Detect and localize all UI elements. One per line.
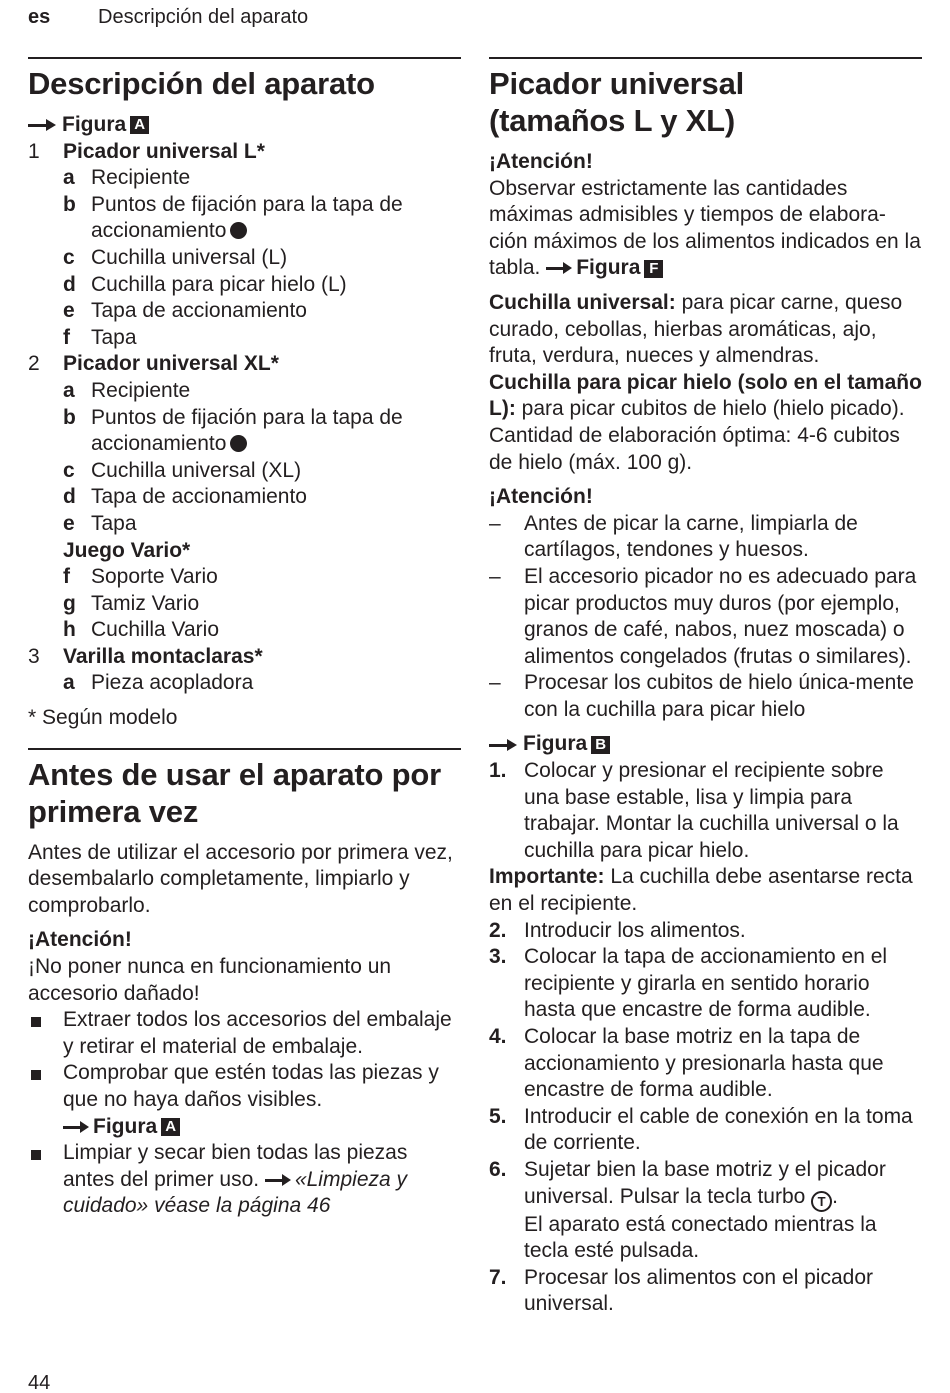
part-item <box>28 139 461 166</box>
step-number: 2. <box>489 918 507 942</box>
sub-text <box>91 405 461 458</box>
warning-title: ¡Atención! <box>489 485 593 509</box>
sub-letter: a <box>63 378 75 402</box>
part-item <box>28 351 461 378</box>
cross-reference-link[interactable]: «Limpieza y cuidado» véase la página 46 <box>63 1167 408 1218</box>
step-item <box>489 1024 922 1104</box>
turbo-button-icon: T <box>811 1191 832 1212</box>
sub-item <box>28 245 461 272</box>
figure-box: F <box>644 260 663 278</box>
intro-paragraph: Antes de utilizar el accesorio por primera vez, desembalarlo completamente, limpiarlo y comprobarlo. <box>28 840 453 917</box>
sub-text: Tamiz Vario <box>91 591 200 615</box>
warning-title: ¡Atención! <box>489 150 593 173</box>
sub-text: Tapa <box>91 511 137 535</box>
sub-letter: h <box>63 618 76 642</box>
sub-item <box>28 670 461 697</box>
section-rule <box>28 748 461 750</box>
figure-reference <box>546 256 663 279</box>
blade-text: para picar carne, queso curado, cebollas, hierbas aromáticas, ajo, fruta, verdura, nueces y almendras. <box>489 290 903 368</box>
bullet-text-content: Limpiar y secar bien todas las piezas antes del primer uso. <box>63 1141 408 1191</box>
step-number: 5. <box>489 1104 507 1128</box>
part-item <box>28 644 461 671</box>
step-extra-text: El aparato está conectado mientras la tecla esté pulsada. <box>524 1212 877 1263</box>
sub-text <box>91 192 461 245</box>
bullet-item <box>28 1060 461 1140</box>
sub-item <box>28 298 461 325</box>
square-bullet-icon <box>28 1060 63 1140</box>
blade-text: para picar cubitos de hielo (hielo picado). Cantidad de elaboración óptima: 4-6 cubitos de hielo (máx. 100 g). <box>489 397 905 474</box>
step-text: Sujetar bien la base motriz y el picador universal. Pulsar la tecla turbo T . El aparato está conectado mientras la tecla esté pulsada. <box>524 1157 886 1263</box>
sub-item <box>28 325 461 352</box>
running-title: Descripción del aparato <box>98 6 309 28</box>
part-number: 3 <box>28 644 40 668</box>
figure-box: A <box>130 116 149 134</box>
dash-item <box>489 511 922 564</box>
section-title-chopper <box>489 65 922 139</box>
figure-box: B <box>591 736 610 754</box>
step-number: 1. <box>489 759 507 783</box>
bullet-text: Extraer todos los accesorios del embalaje y retirar el material de embalaje. <box>63 1008 452 1058</box>
sub-letter: e <box>63 511 75 535</box>
square-bullet-icon <box>28 1007 63 1060</box>
step-item <box>489 1265 922 1318</box>
step-item <box>489 944 922 1024</box>
step-number: 7. <box>489 1265 507 1289</box>
dash-marker: – <box>489 564 501 588</box>
sub-text: Cuchilla para picar hielo (L) <box>91 272 347 296</box>
part-label: Picador universal XL* <box>63 352 279 376</box>
sub-item <box>28 484 461 511</box>
warning-text: ¡No poner nunca en funcionamiento un accesorio dañado! <box>28 955 392 1005</box>
step-text: Introducir el cable de conexión en la toma de corriente. <box>524 1104 913 1155</box>
blade-label: Cuchilla para picar hielo (solo en el tamaño L): <box>489 370 922 421</box>
figure-reference <box>28 112 461 139</box>
dash-text: El accesorio picador no es adecuado para picar productos muy duros (por ejemplo, granos de café, nabos, nuez moscada) o alimentos congelados (frutas o similares). <box>524 564 917 668</box>
sub-item <box>28 458 461 485</box>
important-label: Importante: <box>489 865 605 889</box>
figure-reference <box>63 1115 180 1138</box>
sub-item <box>28 272 461 299</box>
title-line: Picador universal <box>489 66 745 101</box>
sub-item <box>28 165 461 192</box>
arrow-icon <box>265 1174 291 1186</box>
section-title-description: Descripción del aparato <box>28 66 375 101</box>
arrow-icon <box>546 262 572 274</box>
figure-reference <box>489 731 922 758</box>
bullet-item <box>28 1140 461 1220</box>
step-text: Introducir los alimentos. <box>524 918 746 942</box>
page-number: 44 <box>28 1372 51 1393</box>
bullet-text <box>63 1060 461 1140</box>
sub-letter: f <box>63 325 70 349</box>
part-number: 2 <box>28 352 40 376</box>
step-number: 3. <box>489 945 507 969</box>
sub-item <box>28 511 461 538</box>
figure-label: Figura <box>523 732 588 756</box>
sub-group-heading: Juego Vario* <box>63 538 191 562</box>
blade-universal-paragraph <box>489 290 922 370</box>
sub-text: Tapa de accionamiento <box>91 299 307 323</box>
right-column <box>489 57 922 1318</box>
bullet-text <box>63 1140 461 1220</box>
blade-label: Cuchilla universal: <box>489 290 676 314</box>
important-note <box>489 864 922 917</box>
sub-letter: g <box>63 591 76 615</box>
footnote: * Según modelo <box>28 706 178 730</box>
page-header <box>28 4 928 32</box>
sub-letter: c <box>63 245 75 269</box>
step-text-content: Sujetar bien la base motriz y el picador universal. Pulsar la tecla turbo <box>524 1157 886 1208</box>
step-text: Procesar los alimentos con el picador universal. <box>524 1265 874 1316</box>
sub-text: Cuchilla Vario <box>91 618 219 642</box>
figure-box: A <box>161 1118 180 1136</box>
language-code: es <box>28 6 51 28</box>
dash-text: Procesar los cubitos de hielo única-mente con la cuchilla para picar hielo <box>524 671 914 721</box>
part-label: Picador universal L* <box>63 139 265 163</box>
sub-item <box>28 564 461 591</box>
sub-letter: b <box>63 192 76 216</box>
sub-text: Soporte Vario <box>91 565 218 589</box>
dash-item <box>489 564 922 670</box>
figure-label: Figura <box>93 1114 158 1138</box>
sub-text: Tapa de accionamiento <box>91 485 307 509</box>
sub-text-content: Puntos de fijación para la tapa de accionamiento <box>91 405 403 456</box>
left-column <box>28 57 461 1220</box>
step-item <box>489 1104 922 1157</box>
part-number: 1 <box>28 139 40 163</box>
blade-ice-paragraph <box>489 370 922 476</box>
step-item <box>489 918 922 945</box>
sub-text: Cuchilla universal (XL) <box>91 458 302 482</box>
sub-letter: e <box>63 299 75 323</box>
sub-letter: b <box>63 405 76 429</box>
sub-letter: f <box>63 565 70 589</box>
sub-letter: d <box>63 485 76 509</box>
sub-item <box>28 378 461 405</box>
step-number: 4. <box>489 1025 507 1048</box>
warning-text <box>489 176 922 282</box>
step-text: Colocar la tapa de accionamiento en el recipiente y girarla en sentido horario hasta que encastre de forma audible. <box>524 945 888 1022</box>
dash-item <box>489 670 922 723</box>
sub-text: Pieza acopladora <box>91 671 254 695</box>
sub-text: Tapa <box>91 325 137 349</box>
sub-letter: c <box>63 458 75 482</box>
figure-label: Figura <box>576 256 641 280</box>
sub-item <box>28 617 461 644</box>
sub-letter: a <box>63 671 75 695</box>
warning-text-content: Observar estrictamente las cantidades máximas admisibles y tiempos de elabora-ción máximos de los alimentos indicados en la tabla. <box>489 176 921 280</box>
section-title-first-use: Antes de usar el aparato por primera vez <box>28 756 442 829</box>
sub-letter: d <box>63 272 76 296</box>
arrow-icon <box>63 1121 89 1133</box>
bullet-dot-icon <box>230 222 247 239</box>
important-text: La cuchilla debe asentarse recta en el recipiente. <box>489 865 913 916</box>
arrow-icon <box>28 118 56 132</box>
figure-label: Figura <box>62 113 127 136</box>
square-bullet-icon <box>28 1140 63 1220</box>
sub-text-content: Puntos de fijación para la tapa de accionamiento <box>91 192 403 243</box>
dash-text: Antes de picar la carne, limpiarla de cartílagos, tendones y huesos. <box>524 511 858 562</box>
bullet-item <box>28 1007 461 1060</box>
sub-text: Recipiente <box>91 378 191 402</box>
dash-marker: – <box>489 511 501 535</box>
section-rule <box>28 57 461 59</box>
part-label: Varilla montaclaras* <box>63 644 263 668</box>
step-text: Colocar y presionar el recipiente sobre una base estable, lisa y limpia para trabajar. Montar la cuchilla universal o la cuchilla para picar hielo. <box>524 759 899 862</box>
sub-text: Recipiente <box>91 166 191 190</box>
warning-title: ¡Atención! <box>28 928 132 952</box>
step-text: Colocar la base motriz en la tapa de accionamiento y presionarla hasta que encastre de forma audible. <box>524 1025 884 1102</box>
sub-item <box>28 591 461 618</box>
sub-text: Cuchilla universal (L) <box>91 245 288 269</box>
sub-item <box>28 405 461 458</box>
arrow-icon <box>489 738 517 752</box>
section-rule <box>489 57 922 59</box>
dash-marker: – <box>489 671 501 695</box>
sub-item <box>28 192 461 245</box>
step-item <box>489 1157 922 1265</box>
step-item <box>489 758 922 864</box>
sub-letter: a <box>63 166 75 190</box>
bullet-text-content: Comprobar que estén todas las piezas y que no haya daños visibles. <box>63 1061 439 1111</box>
title-line: (tamaños L y XL) <box>489 103 735 138</box>
step-number: 6. <box>489 1157 507 1181</box>
bullet-dot-icon <box>230 435 247 452</box>
